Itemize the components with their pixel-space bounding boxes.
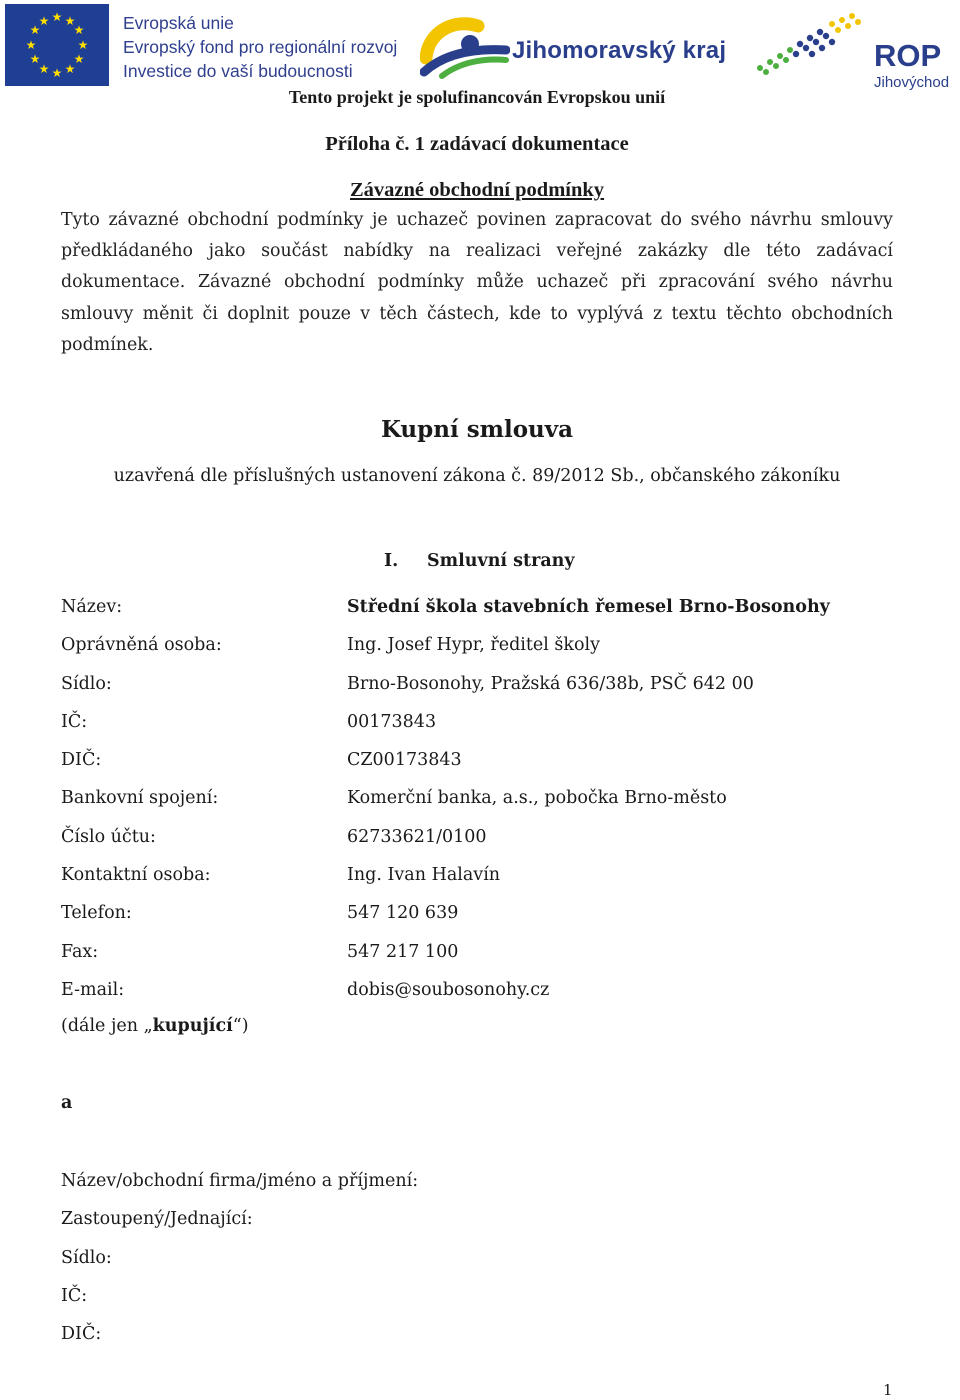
- rop-name: ROP: [874, 38, 942, 73]
- section-title: Smluvní strany: [427, 551, 575, 571]
- seller-details: [61, 1162, 418, 1353]
- svg-text:★: ★: [29, 52, 41, 66]
- rop-dots-icon: [752, 10, 872, 76]
- intro-paragraph: Tyto závazné obchodní podmínky je uchazeč povinen zapracovat do svého návrhu smlouvy předkládaného jako součást nabídky na realizaci veřejné zakázky dle této zadávací dokumentace. Závazné obchodní podmínky může uchazeč při zpracování svého návrhu smlouvy měnit či doplnit pouze v těch částech, kde to vyplývá z textu těchto obchodních podmínek.: [61, 210, 893, 355]
- row-value: Ing. Ivan Halavín: [347, 865, 501, 886]
- conjunction: a: [61, 1093, 73, 1113]
- annex-title: Příloha č. 1 zadávací dokumentace: [325, 133, 629, 155]
- rop-subtitle: Jihovýchod: [874, 74, 950, 91]
- row-label: Sídlo:: [61, 673, 112, 694]
- row-value: CZ00173843: [347, 750, 462, 771]
- seller-label-represented: Zastoupený/Jednající:: [61, 1209, 253, 1230]
- row-value: Komerční banka, a.s., pobočka Brno-město: [347, 788, 727, 809]
- contract-title: Kupní smlouva: [380, 416, 574, 443]
- svg-text:★: ★: [73, 23, 85, 37]
- eu-line-2: Evropský fond pro regionální rozvoj: [123, 37, 398, 57]
- terms-title: Závazné obchodní podmínky: [349, 179, 605, 201]
- region-name: Jihomoravský kraj: [512, 37, 727, 64]
- row-label: DIČ:: [61, 750, 102, 771]
- eu-line-3: Investice do vaší budoucnosti: [123, 61, 353, 81]
- eu-flag-logo: [5, 4, 109, 86]
- note-buyer-term: kupující: [152, 1016, 233, 1036]
- svg-text:★: ★: [38, 62, 50, 76]
- svg-text:★: ★: [38, 14, 50, 28]
- section-number: I.: [384, 551, 399, 571]
- jihomoravsky-kraj-logo-icon: [420, 14, 510, 80]
- note-prefix: (dále jen „: [61, 1016, 153, 1036]
- row-label: E-mail:: [61, 979, 125, 1000]
- row-value: Brno-Bosonohy, Pražská 636/38b, PSČ 642 00: [347, 673, 754, 694]
- row-label: Oprávněná osoba:: [61, 635, 222, 656]
- svg-text:★: ★: [73, 52, 85, 66]
- svg-text:★: ★: [29, 23, 41, 37]
- eu-stars-icon: [5, 4, 109, 86]
- svg-text:★: ★: [64, 14, 76, 28]
- row-label: Bankovní spojení:: [61, 788, 219, 809]
- cofinancing-note: Tento projekt je spolufinancován Evropskou unií: [288, 87, 666, 107]
- seller-label-name: Název/obchodní firma/jméno a příjmení:: [61, 1171, 419, 1191]
- row-label: Telefon:: [61, 903, 132, 924]
- seller-label-dic: DIČ:: [61, 1324, 102, 1345]
- eu-line-1: Evropská unie: [123, 13, 234, 33]
- row-value: 62733621/0100: [347, 826, 487, 847]
- note-suffix: “): [232, 1016, 249, 1036]
- row-value: 547 217 100: [347, 941, 459, 962]
- email-link[interactable]: dobis@soubosonohy.cz: [347, 979, 550, 1000]
- row-label: Číslo účtu:: [61, 826, 156, 847]
- svg-text:★: ★: [51, 10, 63, 24]
- row-value: 00173843: [347, 711, 437, 732]
- svg-text:★: ★: [51, 66, 63, 80]
- row-label: IČ:: [61, 711, 88, 732]
- row-label: Fax:: [61, 941, 99, 962]
- svg-text:★: ★: [25, 38, 37, 52]
- row-value: Střední škola stavebních řemesel Brno-Bosonohy: [347, 597, 830, 617]
- section-heading: [384, 551, 575, 571]
- contract-subtitle: uzavřená dle příslušných ustanovení zákona č. 89/2012 Sb., občanského zákoníku: [113, 466, 841, 486]
- row-label: Název:: [61, 597, 123, 617]
- eu-fund-text: [123, 11, 397, 83]
- row-value: 547 120 639: [347, 903, 459, 924]
- svg-text:★: ★: [77, 38, 89, 52]
- row-label: Kontaktní osoba:: [61, 865, 211, 886]
- seller-label-address: Sídlo:: [61, 1247, 112, 1268]
- seller-label-ic: IČ:: [61, 1285, 88, 1306]
- header-logos: [0, 0, 960, 100]
- row-value: Ing. Josef Hypr, ředitel školy: [347, 635, 601, 656]
- buyer-designation-note: [61, 1016, 249, 1036]
- svg-text:★: ★: [64, 62, 76, 76]
- page-number: 1: [883, 1381, 893, 1399]
